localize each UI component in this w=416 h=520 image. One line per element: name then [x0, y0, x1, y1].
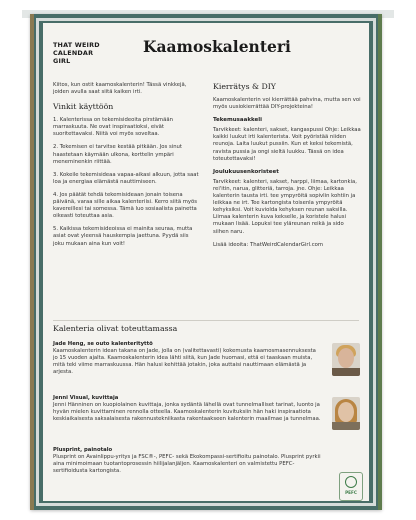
decoration-heading: Tekemusaakkeli: [213, 117, 263, 124]
info-sheet: [43, 23, 369, 501]
logo-line-1: THAT WEIRD: [53, 41, 100, 49]
credit-name: Plusprint, painotalo: [53, 447, 113, 453]
credit-entry: [53, 341, 321, 376]
ornaments-heading: Joulukuusenkoristeet: [213, 168, 279, 175]
credits-heading: Kalenteria olivat toteuttamassa: [53, 324, 178, 333]
right-column: [213, 82, 361, 249]
credit-text: Kaamoskalenterin idean takana on Jade, jolla on (valitettavasti) kokemusta kaamosmasennuksesta jo 15 vuoden ajalta. Kaamoskalenterin idea lähti siitä, kun Jade huomasi, että ei taaskaan muista, mitä teki viime marraskuussa. Hän halusi kehittää jotakin, joka auttaisi nauttimaan elämästä ja arjesta.: [53, 348, 316, 376]
credit-entry: [53, 447, 321, 475]
logo-line-2: CALENDAR GIRL: [53, 49, 94, 65]
tip-2: 2. Tekemisen ei tarvitse kestää pitkään. Jos sinut haastetaan käymään ulkona, korttelin ympäri meneminenkin riittää.: [53, 144, 182, 165]
ornaments-text: Tarvikkeet: kalenteri, sakset, harppi, liimaa, kartonkia, rei'itin, narua, glitteriä, tarroja. jne. Ohje: Leikkaa kalenterin tausta irti. tee ympyröitä sopivlin kohtiin ja leikkaa ne irt. Tee kartongista toisenla ympyröitä kehyksiksi. Voit kuviolda kehyksen reunan saksilla. Liimaa kalenterin kuva kekselle, ja koristele halusi mukaan lisää. Lopuksi tee yläreunan reikä ja sido siihen naru.: [213, 178, 357, 235]
card-edge-right: [378, 14, 382, 510]
intro-text: Kiitos, kun ostit kaamoskalenterin! Tässä vinkkejä, joiden avulla saat siitä kaiken irti.: [53, 82, 187, 96]
tip-1: 1. Kalenterissa on tekemisideoita pirstämään marraskuuta. Ne ovat inspiraatioksi, eivät suoritettavaksi. Niitä voi myös soveltaa.: [53, 117, 173, 138]
tips-heading: Vinkit käyttöön: [53, 102, 114, 112]
pefc-label: PEFC: [345, 490, 357, 495]
credit-name: Jenni Visual, kuvittaja: [53, 395, 119, 401]
decoration-text: Tarvikkeet: kalenteri, sakset, kangaspussi Ohje: Leikkaa kaikki luukut irti kalenterista. Voit pyöristää niiden reunoja. Laita luukut pussiin. Kun et keksi tekemistä, ravista pussia ja ongi sieltä luukku. Tässä on idea toteutettavaksi!: [213, 127, 361, 162]
jade-photo: [332, 343, 360, 376]
left-column: [53, 82, 201, 254]
recycle-heading: Kierrätys & DIY: [213, 82, 276, 91]
tip-5: 5. Kaikissa tekemisideoissa ei mainita seuraa, mutta asiat ovat yleensä hauskempia jaettuna. Pyydä siis joku mukaan aina kun voit!: [53, 226, 193, 247]
recycle-intro: Kaamoskalenterin voi kierrättää pahvina, mutta sen voi myös uusiokierrättää DIY-projekteina!: [213, 97, 361, 111]
credit-entry: [53, 395, 321, 423]
section-divider: [53, 320, 359, 321]
credit-text: Jenni Hänninen on kuopiolainen kuvittaja, jonka sydäntä lähellä ovat tunnelmalliset tarinat, luonto ja hyvän mielen kuvittaminen rennolla otteella. Kaamoskalenterin kuvituksiin hän haki inspiraatiota keskiaikaisesta saksalaisesta rakennustekniikasta rakentaakseen kalenterin maailmae ja tunnelmaa.: [53, 402, 321, 423]
page-title: Kaamoskalenteri: [143, 37, 291, 56]
tip-3: 3. Kokeile tekemisideaa vapaa-aikasi alkuun, jotta saat loa ja energiaa elämästä nauttimiseen.: [53, 171, 199, 185]
credit-text: Plusprint on Avainlippu-yritys ja FSC®-, PEFC- sekä Ekokompassi-sertifioitu painotalo. Plusprint pyrkii aina minimoimaan tuotantoprosessin hiilijalanjäljen. Kaamoskalenteri on valmistettu PEFC-sertifioidusta kartongista.: [53, 454, 321, 475]
pefc-tree-icon: [345, 476, 357, 488]
card-edge-left: [30, 14, 34, 510]
credit-name: Jade Heng, se outo kalenterityttö: [53, 341, 153, 347]
jenni-photo: [332, 397, 360, 430]
more-ideas-link[interactable]: Lisää ideoita: ThatWeirdCalendarGirl.com: [213, 241, 324, 248]
brand-logo: [53, 41, 113, 65]
pefc-logo: [339, 472, 363, 501]
tip-4: 4. Jos päätät tehdä tekemisideaan jonain toisena päivänä, varaa sille aikaa kalenteriisi. Kerro siitä myös kavereillesi tai somessa. Tämä luo sosiaalista painetta oikeasti toteuttaa asia.: [53, 191, 198, 220]
